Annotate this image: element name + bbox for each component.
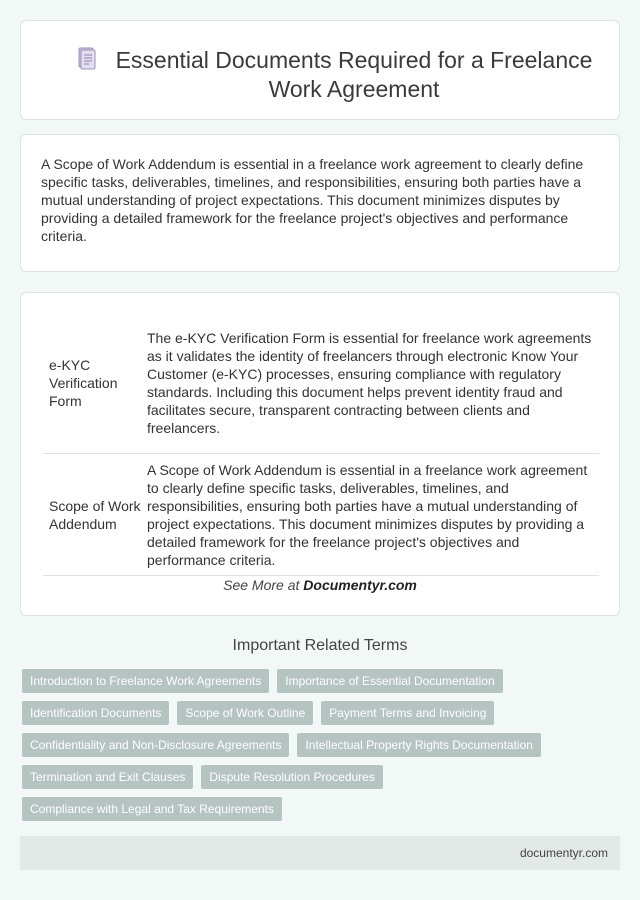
page-title: Essential Documents Required for a Freelance Work Agreement [115, 47, 593, 102]
related-terms-title: Important Related Terms [232, 637, 408, 654]
documents-card [20, 292, 620, 616]
intro-text: A Scope of Work Addendum is essential in a freelance work agreement to clearly define specific tasks, deliverables, timelines, and responsibilities, ensuring both parties have a mutual understanding of project expectations. This document minimizes disputes by providing a detailed framework for the freelance project's objectives and performance criteria. [41, 156, 584, 244]
documents-table [43, 313, 599, 576]
document-name: e-KYC Verification Form [49, 357, 118, 409]
related-term-tag[interactable]: Confidentiality and Non-Disclosure Agreements [22, 733, 289, 757]
related-term-tag[interactable]: Identification Documents [22, 701, 169, 725]
related-term-tag[interactable]: Payment Terms and Invoicing [321, 701, 494, 725]
footer-site-link[interactable]: documentyr.com [519, 846, 608, 860]
see-more-link[interactable] [21, 577, 619, 593]
related-term-tag[interactable]: Intellectual Property Rights Documentation [297, 733, 540, 757]
related-term-tag[interactable]: Compliance with Legal and Tax Requirements [22, 797, 282, 821]
intro-card [20, 134, 620, 272]
see-more-prefix: See More at [223, 577, 304, 593]
footer [20, 836, 620, 870]
related-term-tag[interactable]: Termination and Exit Clauses [22, 765, 193, 789]
document-description: A Scope of Work Addendum is essential in a freelance work agreement to clearly define specific tasks, deliverables, timelines, and responsibilities, ensuring both parties have a mutual understanding of project expectations. This document minimizes disputes by providing a detailed framework for the freelance project's objectives and performance criteria. [147, 461, 588, 568]
related-term-tag[interactable]: Scope of Work Outline [177, 701, 313, 725]
see-more-brand[interactable]: Documentyr.com [303, 577, 417, 593]
document-description: The e-KYC Verification Form is essential for freelance work agreements as it validates the identity of freelancers through electronic Know Your Customer (e-KYC) processes, ensuring compliance with regulatory standards. Including this document helps prevent identity fraud and facilitates secure, transparent contracting between clients and freelancers. [147, 330, 592, 436]
related-term-tag[interactable]: Importance of Essential Documentation [277, 669, 502, 693]
document-name: Scope of Work Addendum [49, 497, 141, 532]
related-term-tag[interactable]: Introduction to Freelance Work Agreements [22, 669, 269, 693]
related-terms-tags [22, 669, 622, 829]
header-card [20, 20, 620, 120]
document-icon [73, 45, 99, 71]
table-row [43, 454, 599, 576]
table-row [43, 313, 599, 454]
related-term-tag[interactable]: Dispute Resolution Procedures [201, 765, 382, 789]
